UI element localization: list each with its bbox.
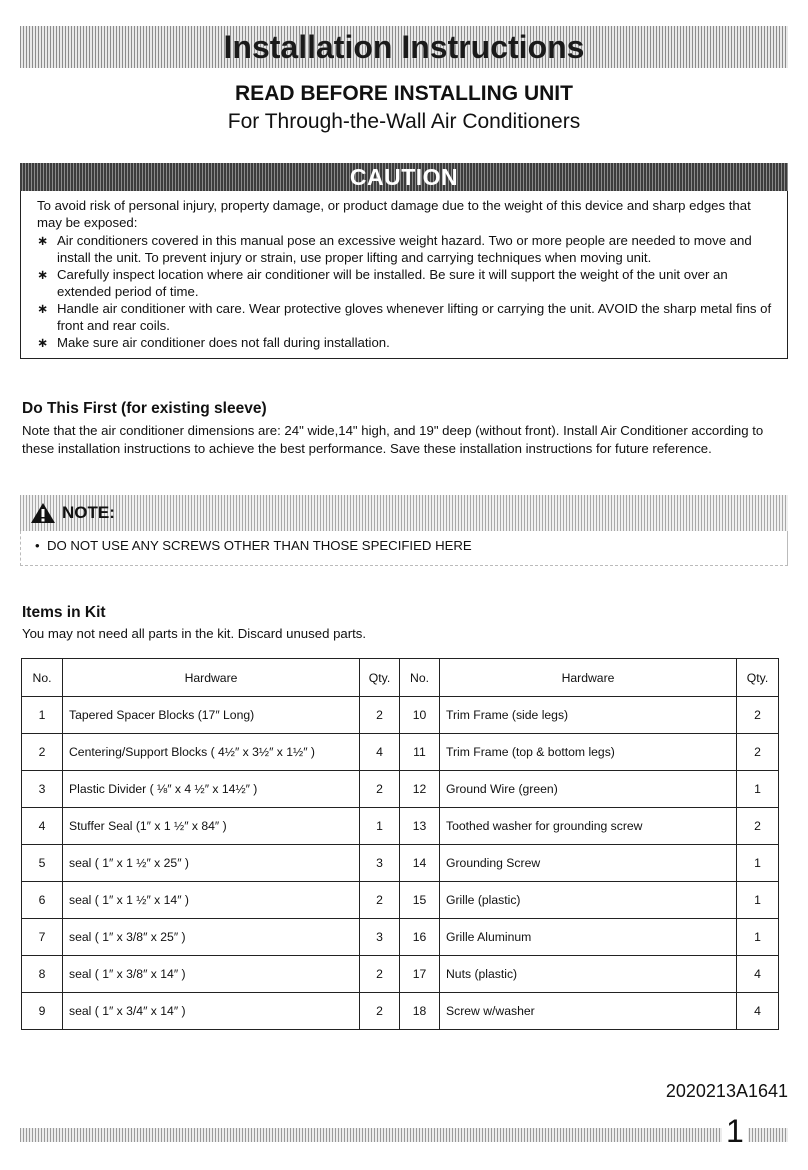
table-cell: 13 (400, 808, 440, 845)
table-cell: 14 (400, 845, 440, 882)
table-cell: 4 (737, 956, 779, 993)
table-cell: 9 (22, 993, 63, 1030)
asterisk-icon: ∗ (37, 267, 49, 282)
table-cell: 1 (737, 919, 779, 956)
caution-item: ∗ Handle air conditioner with care. Wear protective gloves whenever lifting or carrying the unit. AVOID the sharp metal fins of front and rear coils. (37, 301, 772, 333)
items-in-kit-heading: Items in Kit (22, 604, 106, 621)
table-cell: 7 (22, 919, 63, 956)
table-cell: Trim Frame (side legs) (440, 697, 737, 734)
model-code: 2020213A1641 (665, 1081, 788, 1101)
table-row (22, 734, 779, 771)
table-cell: Toothed washer for grounding screw (440, 808, 737, 845)
table-cell: 2 (737, 808, 779, 845)
column-header: No. (400, 659, 440, 697)
column-header: No. (22, 659, 63, 697)
product-subtitle: For Through-the-Wall Air Conditioners (227, 110, 581, 133)
table-row (22, 845, 779, 882)
table-cell: 6 (22, 882, 63, 919)
table-row (22, 919, 779, 956)
table-cell: seal ( 1″ x 3/8″ x 25″ ) (63, 919, 360, 956)
table-cell: 1 (360, 808, 400, 845)
table-cell: 18 (400, 993, 440, 1030)
table-cell: seal ( 1″ x 1 ½″ x 14″ ) (63, 882, 360, 919)
table-cell: 2 (737, 734, 779, 771)
caution-intro: To avoid risk of personal injury, property damage, or product damage due to the weight of this device and sharp edges that may be exposed: (37, 198, 751, 230)
table-cell: 17 (400, 956, 440, 993)
caution-item: ∗ Air conditioners covered in this manual pose an excessive weight hazard. Two or more people are needed to move and install the unit. To prevent injury or strain, use proper lifting and carrying techniques when moving unit. (37, 233, 752, 265)
asterisk-icon: ∗ (37, 233, 49, 248)
note-box (20, 531, 788, 566)
read-before-heading: READ BEFORE INSTALLING UNIT (235, 82, 573, 105)
table-cell: 2 (737, 697, 779, 734)
table-header-row (22, 659, 779, 697)
do-this-first-text: Note that the air conditioner dimensions are: 24" wide,14" high, and 19" deep (without front). Install Air Conditioner according to these installation instructions to achieve the best performance. Save these installation instructions for future reference. (22, 423, 764, 456)
table-cell: Trim Frame (top & bottom legs) (440, 734, 737, 771)
table-cell: 8 (22, 956, 63, 993)
kit-table-body (22, 697, 779, 1030)
bullet-icon: • (35, 538, 40, 553)
table-cell: Plastic Divider ( ⅛″ x 4 ½″ x 14½″ ) (63, 771, 360, 808)
title-banner (20, 26, 788, 68)
table-cell: Ground Wire (green) (440, 771, 737, 808)
table-cell: 4 (22, 808, 63, 845)
do-this-first-heading: Do This First (for existing sleeve) (22, 400, 267, 417)
table-cell: 2 (360, 993, 400, 1030)
column-header: Qty. (360, 659, 400, 697)
table-cell: 4 (737, 993, 779, 1030)
table-cell: 10 (400, 697, 440, 734)
caution-item: ∗ Make sure air conditioner does not fall during installation. (37, 335, 390, 350)
table-cell: 16 (400, 919, 440, 956)
note-item: • DO NOT USE ANY SCREWS OTHER THAN THOSE SPECIFIED HERE (35, 538, 472, 553)
asterisk-icon: ∗ (37, 301, 49, 316)
column-header: Qty. (737, 659, 779, 697)
table-cell: seal ( 1″ x 1 ½″ x 25″ ) (63, 845, 360, 882)
table-row (22, 993, 779, 1030)
asterisk-icon: ∗ (37, 335, 49, 350)
table-cell: 2 (22, 734, 63, 771)
caution-title: CAUTION (349, 164, 459, 190)
column-header: Hardware (440, 659, 737, 697)
table-cell: 2 (360, 956, 400, 993)
caution-list (37, 232, 777, 351)
table-cell: Grounding Screw (440, 845, 737, 882)
items-in-kit-text: You may not need all parts in the kit. Discard unused parts. (22, 626, 367, 641)
note-header (20, 495, 788, 531)
table-cell: 15 (400, 882, 440, 919)
table-cell: 3 (22, 771, 63, 808)
table-row (22, 697, 779, 734)
table-cell: Tapered Spacer Blocks (17″ Long) (63, 697, 360, 734)
table-cell: 1 (22, 697, 63, 734)
table-cell: 3 (360, 919, 400, 956)
table-cell: 1 (737, 771, 779, 808)
page-title: Installation Instructions (223, 29, 585, 65)
table-row (22, 956, 779, 993)
warning-icon (30, 502, 56, 524)
table-cell: 1 (737, 882, 779, 919)
table-cell: seal ( 1″ x 3/4″ x 14″ ) (63, 993, 360, 1030)
table-cell: Grille Aluminum (440, 919, 737, 956)
table-cell: seal ( 1″ x 3/8″ x 14″ ) (63, 956, 360, 993)
table-cell: 3 (360, 845, 400, 882)
table-cell: 5 (22, 845, 63, 882)
table-cell: Nuts (plastic) (440, 956, 737, 993)
caution-item: ∗ Carefully inspect location where air conditioner will be installed. Be sure it will support the weight of the unit over an extended period of time. (37, 267, 728, 299)
column-header: Hardware (63, 659, 360, 697)
kit-table (21, 658, 779, 1030)
footer-bar (20, 1128, 788, 1142)
table-cell: 4 (360, 734, 400, 771)
table-cell: 1 (737, 845, 779, 882)
note-label: NOTE: (62, 503, 115, 522)
table-cell: Grille (plastic) (440, 882, 737, 919)
table-cell: 12 (400, 771, 440, 808)
table-row (22, 771, 779, 808)
page-number: 1 (722, 1112, 748, 1150)
caution-box (20, 191, 788, 359)
table-cell: 2 (360, 882, 400, 919)
table-cell: 2 (360, 771, 400, 808)
table-row (22, 808, 779, 845)
table-cell: Stuffer Seal (1″ x 1 ½″ x 84″ ) (63, 808, 360, 845)
table-row (22, 882, 779, 919)
table-cell: Screw w/washer (440, 993, 737, 1030)
table-cell: Centering/Support Blocks ( 4½″ x 3½″ x 1½″ ) (63, 734, 360, 771)
caution-header (20, 163, 788, 191)
table-cell: 11 (400, 734, 440, 771)
table-cell: 2 (360, 697, 400, 734)
